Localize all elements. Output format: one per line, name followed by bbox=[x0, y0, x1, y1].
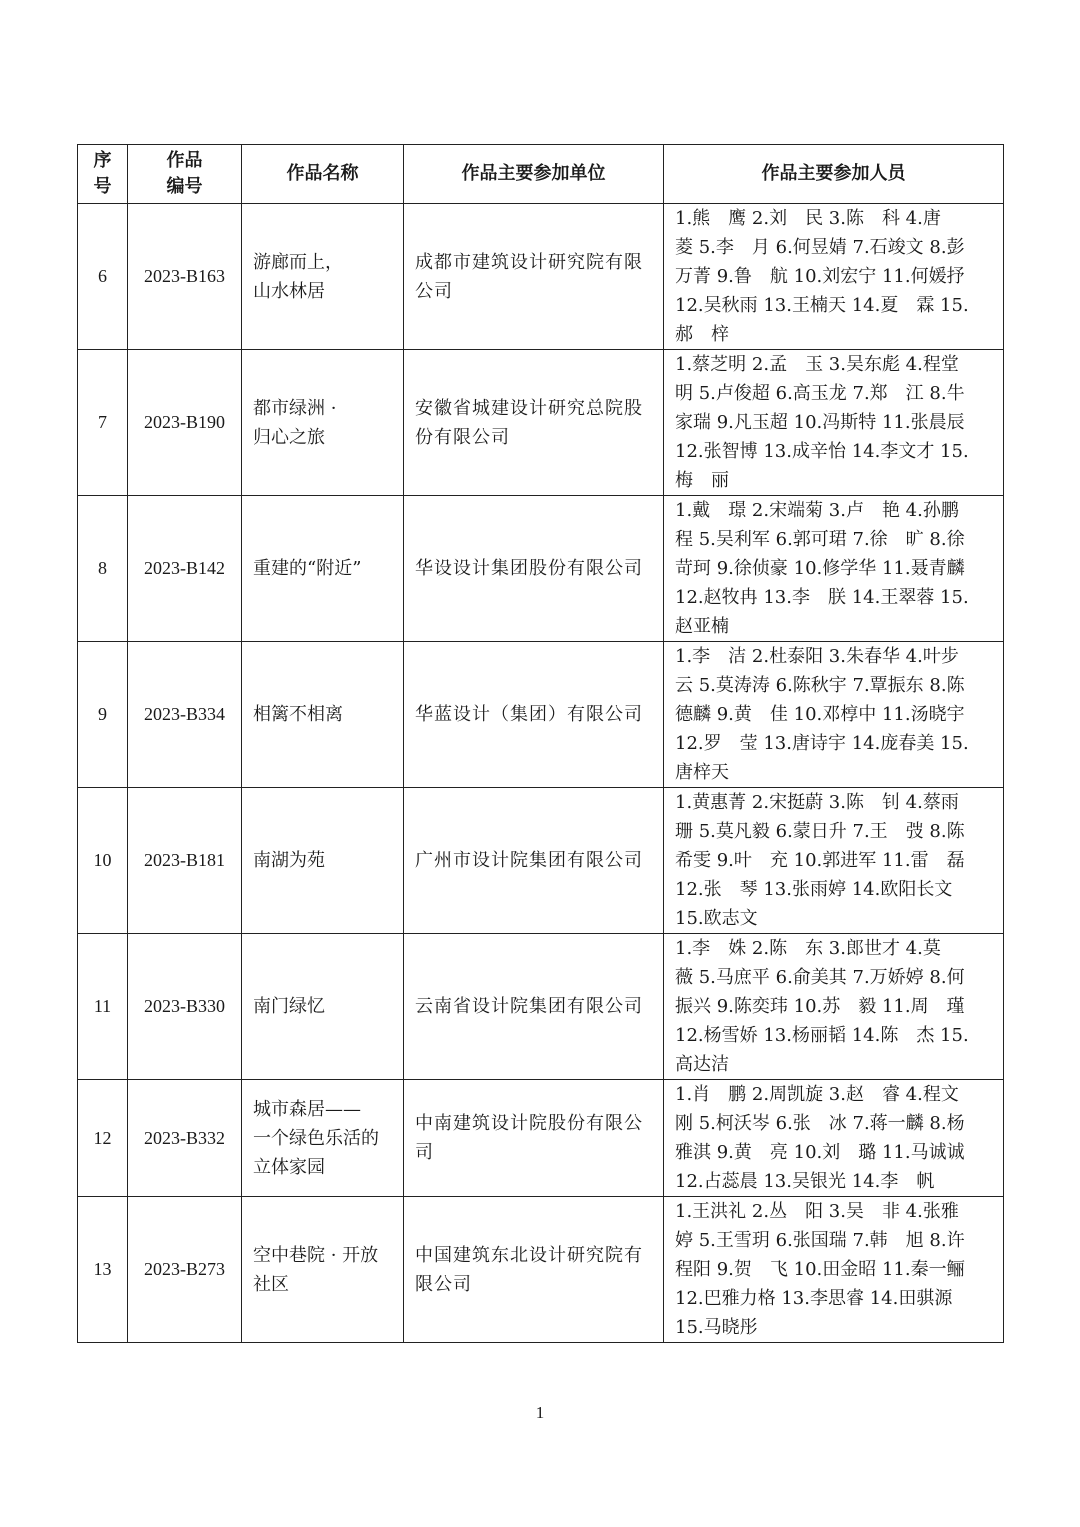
cell-work-name bbox=[242, 496, 404, 642]
work-name-line: 重建的“附近” bbox=[253, 558, 362, 579]
members-line: 明 5.卢俊超 6.高玉龙 7.郑 江 8.牛 bbox=[675, 383, 965, 404]
cell-unit: 华蓝设计（集团）有限公司 bbox=[404, 642, 664, 788]
members-line: 15.欧志文 bbox=[675, 908, 758, 929]
members-line: 菱 5.李 月 6.何昱婧 7.石竣文 8.彭 bbox=[675, 237, 965, 258]
cell-members bbox=[664, 642, 1004, 788]
members-line: 15.马晓彤 bbox=[675, 1317, 758, 1338]
members-line: 万菁 9.鲁 航 10.刘宏宁 11.何媛抒 bbox=[675, 266, 965, 287]
members-line: 1.蔡芝明 2.孟 玉 3.吴东彪 4.程堂 bbox=[675, 354, 959, 375]
members-line: 刚 5.柯沃岑 6.张 冰 7.蒋一麟 8.杨 bbox=[675, 1113, 965, 1134]
header-members: 作品主要参加人员 bbox=[664, 145, 1004, 204]
cell-members bbox=[664, 1080, 1004, 1197]
table-row bbox=[78, 204, 1004, 350]
header-unit: 作品主要参加单位 bbox=[404, 145, 664, 204]
members-line: 赵亚楠 bbox=[675, 616, 729, 637]
cell-work-name bbox=[242, 1080, 404, 1197]
work-name-line: 相篱不相离 bbox=[253, 704, 343, 725]
table-row bbox=[78, 788, 1004, 934]
members-line: 1.黄惠菁 2.宋挺蔚 3.陈 钊 4.蔡雨 bbox=[675, 792, 959, 813]
members-line: 梅 丽 bbox=[675, 470, 729, 491]
table-row bbox=[78, 350, 1004, 496]
members-line: 1.李 洁 2.杜泰阳 3.朱春华 4.叶步 bbox=[675, 646, 959, 667]
cell-unit: 华设设计集团股份有限公司 bbox=[404, 496, 664, 642]
members-line: 12.张智博 13.成辛怡 14.李文才 15. bbox=[675, 441, 969, 462]
work-name-line: 社区 bbox=[253, 1273, 289, 1295]
table-row bbox=[78, 1080, 1004, 1197]
members-line: 苛珂 9.徐侦豪 10.修学华 11.聂青麟 bbox=[675, 558, 965, 579]
members-line: 德麟 9.黄 佳 10.邓椁中 11.汤晓宇 bbox=[675, 704, 965, 725]
header-seq-line: 号 bbox=[93, 176, 112, 197]
cell-members bbox=[664, 934, 1004, 1080]
table-row bbox=[78, 642, 1004, 788]
cell-work-name bbox=[242, 204, 404, 350]
cell-code: 2023-B334 bbox=[128, 642, 242, 788]
work-name-line: 空中巷院 · 开放 bbox=[253, 1244, 379, 1266]
cell-members bbox=[664, 788, 1004, 934]
work-name-line: 山水林居 bbox=[253, 280, 325, 302]
work-name-line: 立体家园 bbox=[253, 1156, 325, 1178]
members-line: 郝 梓 bbox=[675, 324, 729, 345]
members-line: 12.巴雅力格 13.李思睿 14.田骐源 bbox=[675, 1288, 953, 1309]
work-name-line: 游廊而上， bbox=[253, 251, 343, 273]
cell-work-name bbox=[242, 934, 404, 1080]
cell-unit: 云南省设计院集团有限公司 bbox=[404, 934, 664, 1080]
table-header-row bbox=[78, 145, 1004, 204]
header-code-line: 作品 bbox=[166, 150, 203, 171]
cell-work-name bbox=[242, 788, 404, 934]
cell-code: 2023-B330 bbox=[128, 934, 242, 1080]
members-line: 程阳 9.贺 飞 10.田金昭 11.秦一鲡 bbox=[675, 1259, 965, 1280]
cell-unit: 广州市设计院集团有限公司 bbox=[404, 788, 664, 934]
cell-unit: 成都市建筑设计研究院有限公司 bbox=[404, 204, 664, 350]
members-line: 12.杨雪娇 13.杨丽韬 14.陈 杰 15. bbox=[675, 1025, 969, 1046]
table-row bbox=[78, 934, 1004, 1080]
members-line: 1.李 姝 2.陈 东 3.郎世才 4.莫 bbox=[675, 938, 941, 959]
header-code-line: 编号 bbox=[166, 176, 203, 197]
work-name-line: 城市森居—— bbox=[253, 1098, 361, 1120]
cell-members bbox=[664, 496, 1004, 642]
table-row bbox=[78, 1197, 1004, 1343]
cell-seq: 8 bbox=[78, 496, 128, 642]
cell-members bbox=[664, 204, 1004, 350]
cell-unit: 中南建筑设计院股份有限公司 bbox=[404, 1080, 664, 1197]
header-seq-line: 序 bbox=[93, 150, 112, 171]
members-line: 振兴 9.陈奕玮 10.苏 毅 11.周 瑾 bbox=[675, 996, 965, 1017]
members-line: 程 5.吴利军 6.郭可珺 7.徐 旷 8.徐 bbox=[675, 529, 965, 550]
members-line: 1.熊 鹰 2.刘 民 3.陈 科 4.唐 bbox=[675, 208, 941, 229]
members-line: 高达洁 bbox=[675, 1054, 729, 1075]
awards-table bbox=[77, 144, 1004, 1343]
cell-code: 2023-B163 bbox=[128, 204, 242, 350]
members-line: 1.王洪礼 2.丛 阳 3.吴 非 4.张雅 bbox=[675, 1201, 959, 1222]
cell-work-name bbox=[242, 1197, 404, 1343]
cell-seq: 9 bbox=[78, 642, 128, 788]
cell-code: 2023-B181 bbox=[128, 788, 242, 934]
members-line: 1.戴 璟 2.宋端菊 3.卢 艳 4.孙鹏 bbox=[675, 500, 959, 521]
cell-seq: 6 bbox=[78, 204, 128, 350]
members-line: 12.罗 莹 13.唐诗宇 14.庞春美 15. bbox=[675, 733, 969, 754]
page-number: 1 bbox=[535, 1403, 545, 1422]
cell-code: 2023-B142 bbox=[128, 496, 242, 642]
members-line: 云 5.莫涛涛 6.陈秋宇 7.覃振东 8.陈 bbox=[675, 675, 965, 696]
header-seq bbox=[78, 145, 128, 204]
cell-unit: 中国建筑东北设计研究院有限公司 bbox=[404, 1197, 664, 1343]
members-line: 12.赵牧冉 13.李 朕 14.王翠蓉 15. bbox=[675, 587, 969, 608]
cell-code: 2023-B273 bbox=[128, 1197, 242, 1343]
members-line: 12.张 琴 13.张雨婷 14.欧阳长文 bbox=[675, 879, 953, 900]
work-name-line: 一个绿色乐活的 bbox=[253, 1127, 379, 1149]
cell-code: 2023-B190 bbox=[128, 350, 242, 496]
header-name: 作品名称 bbox=[242, 145, 404, 204]
members-line: 12.占蕊晨 13.吴银光 14.李 帆 bbox=[675, 1171, 935, 1192]
work-name-line: 南湖为苑 bbox=[253, 850, 325, 871]
members-line: 雅淇 9.黄 亮 10.刘 璐 11.马诚诚 bbox=[675, 1142, 965, 1163]
cell-unit: 安徽省城建设计研究总院股份有限公司 bbox=[404, 350, 664, 496]
members-line: 珊 5.莫凡毅 6.蒙日升 7.王 弢 8.陈 bbox=[675, 821, 965, 842]
members-line: 12.吴秋雨 13.王楠天 14.夏 霖 15. bbox=[675, 295, 969, 316]
members-line: 婷 5.王雪玥 6.张国瑞 7.韩 旭 8.许 bbox=[675, 1230, 965, 1251]
cell-members bbox=[664, 1197, 1004, 1343]
cell-code: 2023-B332 bbox=[128, 1080, 242, 1197]
members-line: 1.肖 鹏 2.周凯旋 3.赵 睿 4.程文 bbox=[675, 1084, 959, 1105]
table-body bbox=[78, 204, 1004, 1343]
cell-seq: 13 bbox=[78, 1197, 128, 1343]
cell-members bbox=[664, 350, 1004, 496]
cell-seq: 12 bbox=[78, 1080, 128, 1197]
cell-work-name bbox=[242, 642, 404, 788]
work-name-line: 归心之旅 bbox=[253, 426, 325, 448]
cell-work-name bbox=[242, 350, 404, 496]
table-row bbox=[78, 496, 1004, 642]
members-line: 薇 5.马庶平 6.俞美其 7.万娇婷 8.何 bbox=[675, 967, 965, 988]
members-line: 希雯 9.叶 充 10.郭进军 11.雷 磊 bbox=[675, 850, 965, 871]
cell-seq: 7 bbox=[78, 350, 128, 496]
work-name-line: 南门绿忆 bbox=[253, 996, 325, 1017]
cell-seq: 10 bbox=[78, 788, 128, 934]
members-line: 家瑞 9.凡玉超 10.冯斯特 11.张晨辰 bbox=[675, 412, 965, 433]
cell-seq: 11 bbox=[78, 934, 128, 1080]
work-name-line: 都市绿洲 · bbox=[253, 397, 337, 419]
members-line: 唐梓天 bbox=[675, 762, 729, 783]
header-code bbox=[128, 145, 242, 204]
